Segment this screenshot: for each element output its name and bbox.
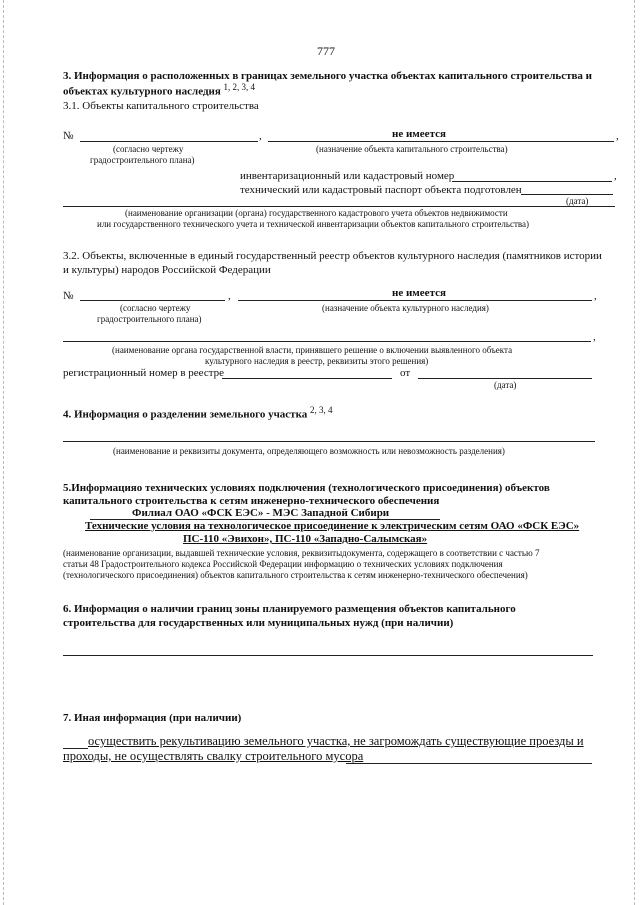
inventory-number-line [452, 181, 612, 182]
subsection-3-2-title: 3.2. Объекты, включенные в единый государственный реестр объектов культурного наследия (памятников истории [63, 250, 602, 262]
section-4-title-text: 4. Информация о разделении земельного участка [63, 408, 308, 421]
authority-note: (наименование органа государственной власти, принявшего решение о включении выявленного объекта [112, 345, 513, 355]
number-label: № [63, 130, 74, 142]
number-line-2 [80, 300, 225, 301]
heritage-name-line [238, 300, 592, 301]
other-info-text: осуществить рекультивацию земельного участка, не загромождать существующие проезды и [88, 734, 584, 748]
section-3-title-text: объектах культурного наследия [63, 85, 221, 98]
other-info-tail-line [346, 763, 592, 764]
page-number: 777 [317, 44, 335, 58]
technical-conditions-note-2: статьи 48 Градостроительного кодекса Российской Федерации информацию о технических условиях подключения [63, 559, 503, 569]
issuing-organization: Филиал ОАО «ФСК ЕЭС» - МЭС Западной Сибири [132, 507, 390, 519]
registry-number-label: регистрационный номер в реестре [63, 367, 225, 379]
heritage-value: не имеется [392, 287, 446, 299]
object-name-line [268, 141, 614, 142]
number-line [80, 141, 258, 142]
technical-conditions: Технические условия на технологическое присоединение к электрическим сетям ОАО «ФСК ЕЭС» [85, 520, 580, 532]
comma: , [593, 331, 596, 343]
section-7-title: 7. Иная информация (при наличии) [63, 712, 242, 724]
technical-conditions-cont: ПС-110 «Эвихон», ПС-110 «Западно-Салымская» [183, 533, 428, 545]
section-4-title [63, 405, 333, 421]
registry-date-line [418, 378, 592, 379]
subsection-3-2-title-cont: и культуры) народов Российской Федерации [63, 264, 271, 276]
plan-note: (согласно чертежу [113, 144, 184, 154]
comma: , [228, 290, 231, 302]
authority-line [63, 341, 591, 342]
comma: , [614, 170, 617, 182]
passport-label: технический или кадастровый паспорт объекта подготовлен [240, 184, 522, 196]
section-6-title-cont: строительства для государственных или муниципальных нужд (при наличии) [63, 617, 454, 629]
section-5-title: 5.Информацияо технических условиях подключения (технологического присоединения) объектов [63, 482, 550, 494]
other-info-text-cont: проходы, не осуществлять свалку строительного мусора [63, 749, 364, 763]
object-name-note: (назначение объекта капитального строительства) [316, 144, 508, 154]
object-value: не имеется [392, 128, 446, 140]
date-note-2: (дата) [494, 380, 517, 390]
organization-note: (наименование организации (органа) государственного кадастрового учета объектов недвижимости [125, 208, 508, 218]
section-5-title-cont: капитального строительства к сетям инженерно-технического обеспечения [63, 495, 440, 507]
heritage-name-note: (назначение объекта культурного наследия) [322, 303, 489, 313]
comma: , [259, 130, 262, 142]
plan-note-2: градостроительного плана) [90, 155, 195, 165]
section-3-title-cont [63, 82, 255, 98]
page-edge-left [3, 0, 4, 905]
section-3-title: 3. Информация о расположенных в границах земельного участка объектах капитального строительства и [63, 70, 593, 82]
number-label-2: № [63, 290, 74, 302]
technical-conditions-note-3: (технологического присоединения) объектов капитального строительства к сетям инженерно-технического обеспечения) [63, 570, 528, 580]
footnote-ref: 1, 2, 3, 4 [223, 82, 256, 92]
section-6-title: 6. Информация о наличии границ зоны планируемого размещения объектов капитального [63, 603, 516, 615]
from-label: от [400, 367, 411, 379]
plan-note-b-2: градостроительного плана) [97, 314, 202, 324]
division-document-note: (наименование и реквизиты документа, определяющего возможность или невозможность разделения) [113, 446, 505, 456]
organization-note-2: или государственного технического учета и технической инвентаризации объектов капитального строительства) [97, 219, 530, 229]
comma: , [616, 130, 619, 142]
organization-line [63, 206, 615, 207]
zone-line [63, 655, 593, 656]
authority-note-2: культурного наследия в реестр, реквизиты этого решения) [205, 356, 429, 366]
technical-conditions-note: (наименование организации, выдавшей технические условия, реквизитыдокумента, содержащего в соответствии с частью 7 [63, 548, 540, 558]
subsection-3-1-title: 3.1. Объекты капитального строительства [63, 100, 259, 112]
comma: , [594, 290, 597, 302]
passport-date-line [521, 194, 613, 195]
footnote-ref: 2, 3, 4 [310, 405, 333, 415]
page-edge-right [634, 0, 635, 905]
plan-note-b: (согласно чертежу [120, 303, 191, 313]
inventory-number-label: инвентаризационный или кадастровый номер [240, 170, 455, 182]
division-document-line [63, 441, 595, 442]
date-note: (дата) [566, 196, 589, 206]
registry-number-line [222, 378, 392, 379]
